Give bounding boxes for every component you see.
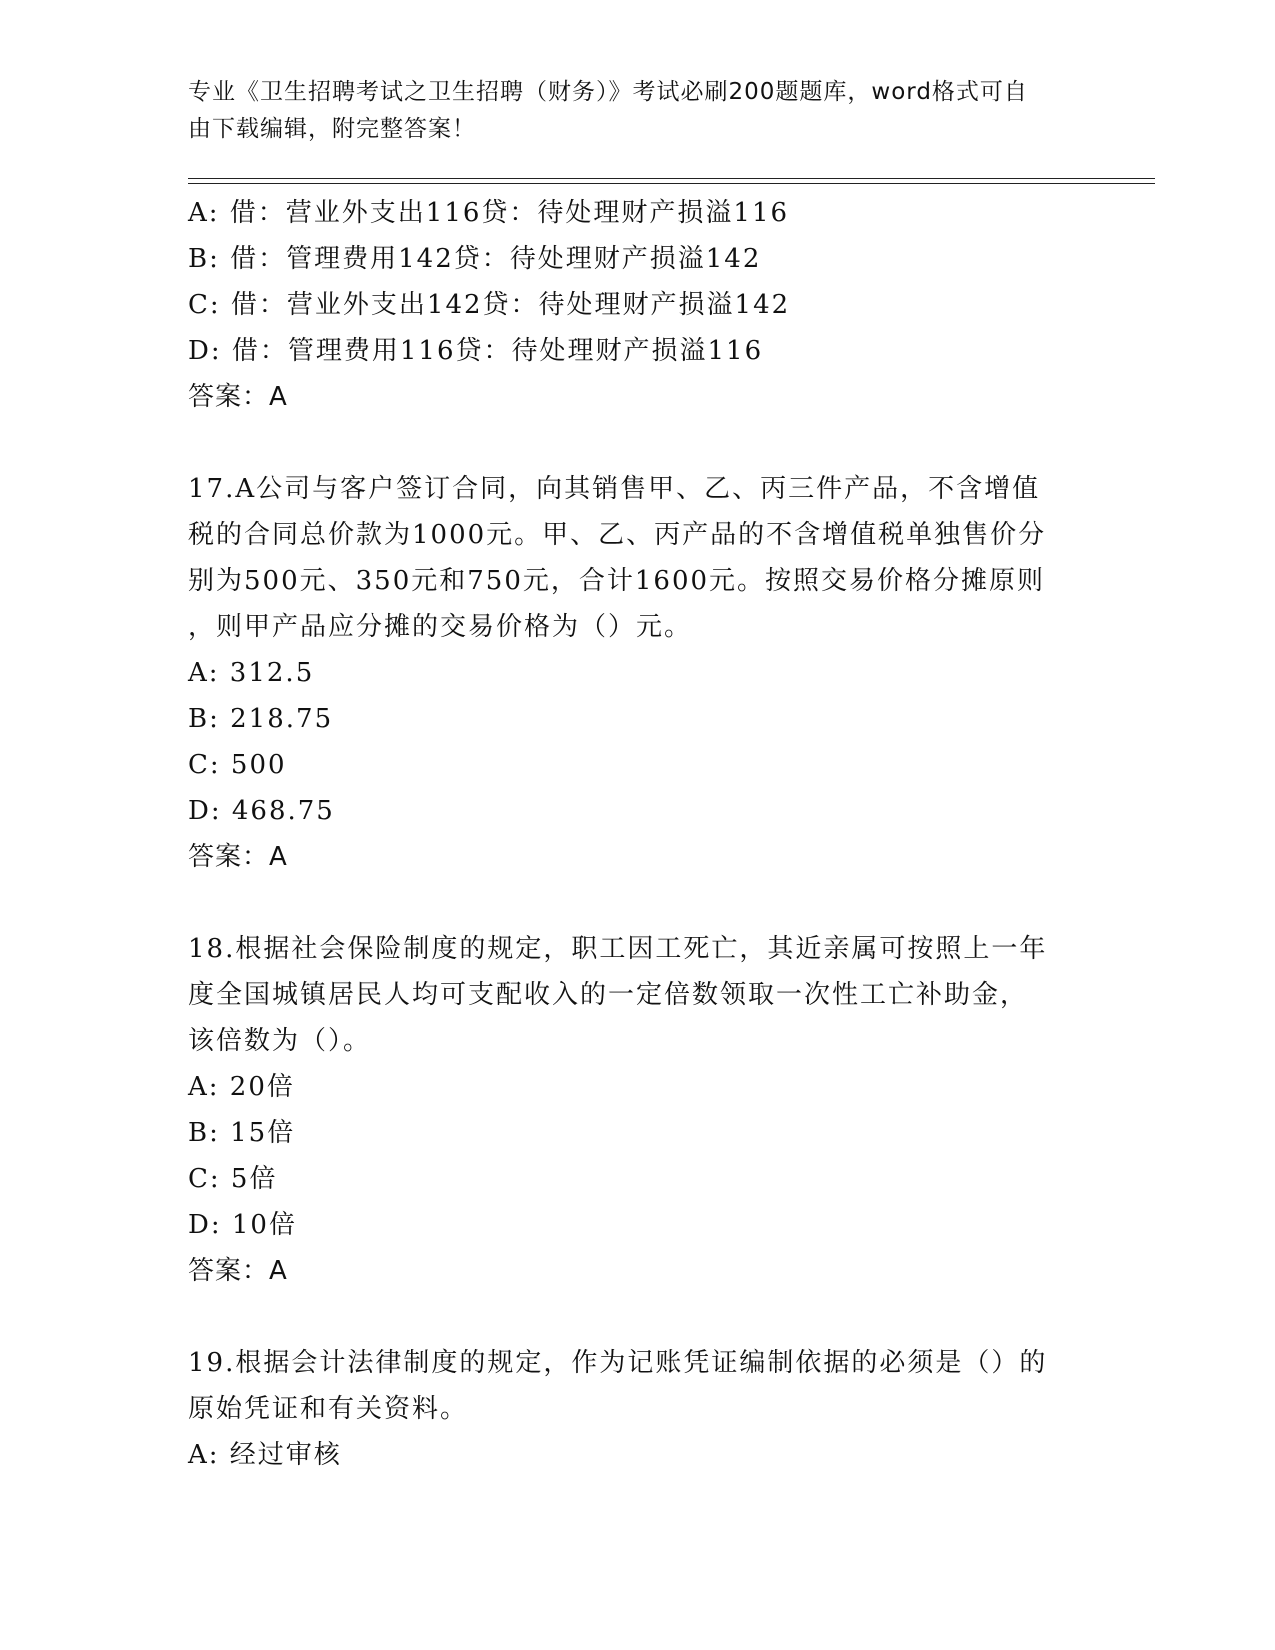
option-b: B: 借：管理费用142贷：待处理财产损溢142: [188, 244, 762, 274]
question-text: 18.根据社会保险制度的规定，职工因工死亡，其近亲属可按照上一年: [188, 934, 1048, 964]
option-c: C: 500: [188, 750, 287, 780]
answer-line: 答案：A: [188, 382, 288, 412]
header-line: 专业《卫生招聘考试之卫生招聘（财务）》考试必刷200题题库，word格式可自: [188, 79, 1028, 105]
question-text: 该倍数为（）。: [188, 1026, 372, 1056]
option-a: A: 20倍: [188, 1072, 295, 1102]
document-body: [188, 190, 1088, 1478]
question-16-continued: [188, 190, 1088, 420]
question-18: [188, 926, 1088, 1294]
question-text: 19.根据会计法律制度的规定，作为记账凭证编制依据的必须是（）的: [188, 1348, 1048, 1378]
header-divider: [188, 178, 1155, 179]
header-line: 由下载编辑，附完整答案！: [188, 116, 476, 142]
document-header: [188, 74, 1088, 148]
option-d: D: 468.75: [188, 796, 335, 826]
option-b: B: 218.75: [188, 704, 334, 734]
question-text: ，则甲产品应分摊的交易价格为（）元。: [188, 612, 693, 642]
question-text: 别为500元、350元和750元，合计1600元。按照交易价格分摊原则: [188, 566, 1046, 596]
question-text: 税的合同总价款为1000元。甲、乙、丙产品的不含增值税单独售价分: [188, 520, 1047, 550]
header-divider: [188, 183, 1155, 184]
option-c: C: 5倍: [188, 1164, 278, 1194]
option-a: A: 借：营业外支出116贷：待处理财产损溢116: [188, 198, 790, 228]
answer-line: 答案：A: [188, 1256, 288, 1286]
option-a: A: 312.5: [188, 658, 315, 688]
option-b: B: 15倍: [188, 1118, 296, 1148]
option-d: D: 借：管理费用116贷：待处理财产损溢116: [188, 336, 764, 366]
option-a: A: 经过审核: [188, 1440, 342, 1470]
answer-line: 答案：A: [188, 842, 288, 872]
question-text: 度全国城镇居民人均可支配收入的一定倍数领取一次性工亡补助金，: [188, 980, 1029, 1010]
option-d: D: 10倍: [188, 1210, 297, 1240]
question-17: [188, 466, 1088, 880]
question-text: 原始凭证和有关资料。: [188, 1394, 469, 1424]
question-text: 17.A公司与客户签订合同，向其销售甲、乙、丙三件产品，不含增值: [188, 474, 1041, 504]
question-19: [188, 1340, 1088, 1478]
option-c: C: 借：营业外支出142贷：待处理财产损溢142: [188, 290, 791, 320]
